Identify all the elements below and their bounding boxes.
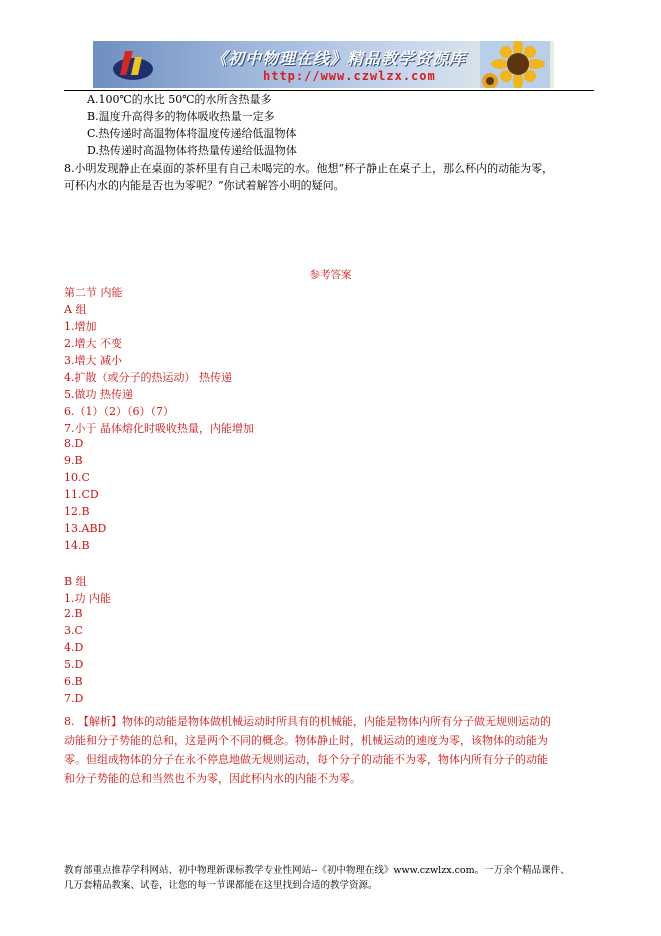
answer-a-12: 12.B [64,505,90,518]
option-c: C.热传递时高温物体将温度传递给低温物体 [87,127,297,140]
site-logo-icon [111,47,155,83]
header-banner [93,41,554,88]
answer-b-7: 7.D [64,692,84,705]
answer-a-3: 3.增大 减小 [64,354,122,367]
question-8-line-1: 8.小明发现静止在桌面的茶杯里有自己未喝完的水。他想“杯子静止在桌子上，那么杯内的动能为零， [64,162,554,175]
explanation-line-3: 零。但组成物体的分子在永不停息地做无规则运动，每个分子的动能不为零，物体内所有分子的动能 [64,753,548,766]
answers-title: 参考答案 [309,269,352,281]
option-a: A.100℃的水比 50℃的水所含热量多 [87,93,272,106]
answer-b-6: 6.B [64,675,83,688]
option-b: B.温度升高得多的物体吸收热量一定多 [87,110,275,123]
section-title: 第二节 内能 [64,286,123,299]
answer-a-10: 10.C [64,471,90,484]
question-8-line-2: 可杯内水的内能是否也为零呢？”你试着解答小明的疑问。 [64,179,345,192]
explanation-line-4: 和分子势能的总和当然也不为零，因此杯内水的内能不为零。 [64,772,361,785]
answer-a-6: 6.（1）（2）（6）（7） [64,405,174,418]
footer-line-1: 教育部重点推荐学科网站、初中物理新课标教学专业性网站--《初中物理在线》www.czwlzx.com。一万余个精品课件、 [64,865,570,876]
answer-a-14: 14.B [64,539,90,552]
answer-a-2: 2.增大 不变 [64,337,122,350]
answer-b-1: 1.功 内能 [64,592,111,605]
answer-b-5: 5.D [64,658,84,671]
banner-title: 《初中物理在线》精品教学资源库 [211,49,467,68]
explanation-line-2: 动能和分子势能的总和，这是两个不同的概念。物体静止时，机械运动的速度为零，该物体的动能为 [64,734,548,747]
banner-url: http://www.czwlzx.com [263,69,436,83]
answer-b-3: 3.C [64,624,83,637]
footer-line-2: 几万套精品教案、试卷，让您的每一节课都能在这里找到合适的教学资源。 [64,880,378,891]
answer-b-2: 2.B [64,607,83,620]
answer-a-4: 4.扩散（或分子的热运动） 热传递 [64,371,232,384]
sunflower-icon [480,41,550,88]
group-a-label: A 组 [64,303,87,316]
answer-a-7: 7.小于 晶体熔化时吸收热量，内能增加 [64,422,254,435]
answer-a-5: 5.做功 热传递 [64,388,133,401]
header-rule [64,90,594,91]
answer-a-1: 1.增加 [64,320,97,333]
answer-a-13: 13.ABD [64,522,107,535]
option-d: D.热传递时高温物体将热量传递给低温物体 [87,144,297,157]
group-b-label: B 组 [64,575,87,588]
answer-a-9: 9.B [64,454,83,467]
explanation-line-1: 8. 【解析】物体的动能是物体做机械运动时所具有的机械能，内能是物体内所有分子做无规则运动的 [64,715,551,728]
answer-b-4: 4.D [64,641,84,654]
answer-a-8: 8.D [64,437,84,450]
answer-a-11: 11.CD [64,488,99,501]
